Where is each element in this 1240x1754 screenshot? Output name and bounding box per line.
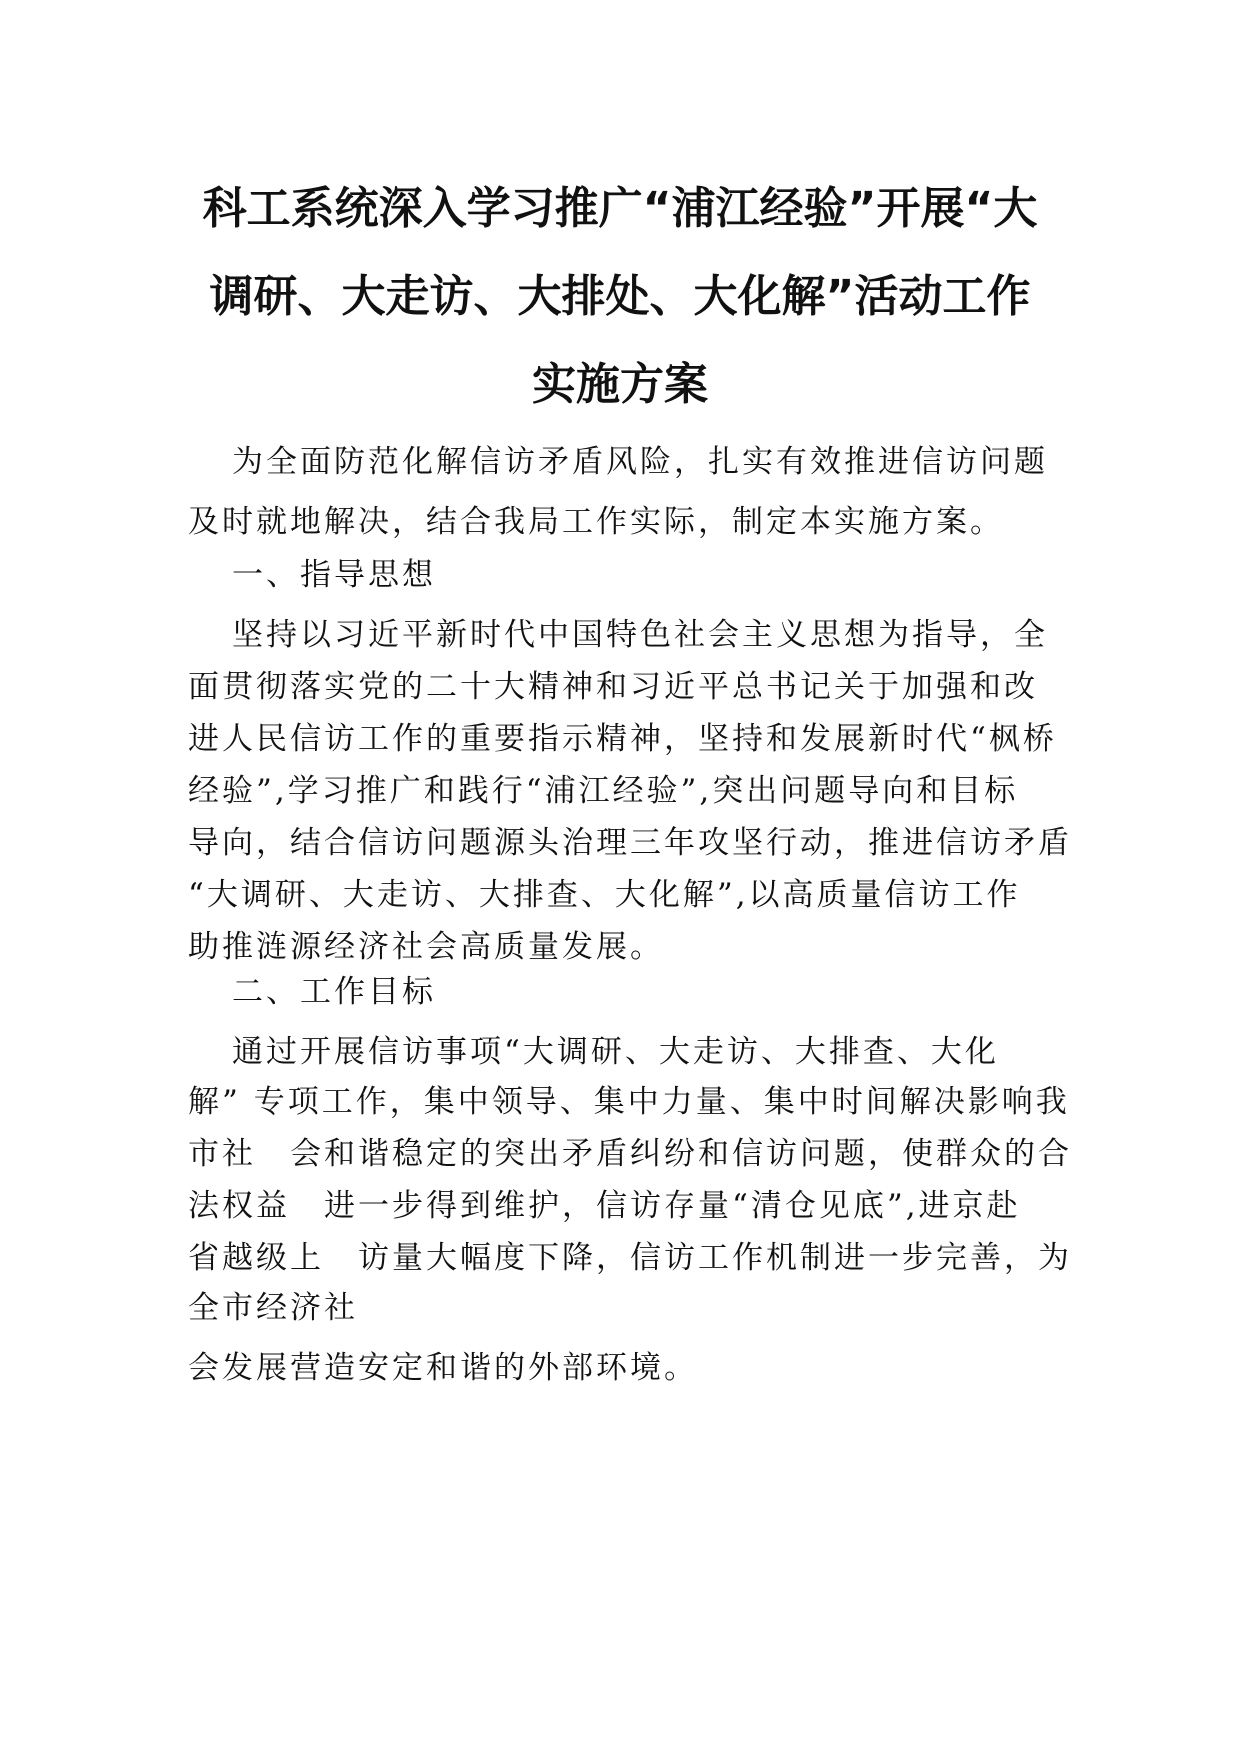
goals-paragraph-line-5: 省越级上 访量大幅度下降，信访工作机制进一步完善，为 <box>188 1240 1072 1276</box>
guiding-paragraph-line-5: 导向，结合信访问题源头治理三年攻坚行动，推进信访矛盾 <box>188 825 1072 861</box>
guiding-paragraph-line-1: 坚持以习近平新时代中国特色社会主义思想为指导，全 <box>232 617 1048 653</box>
intro-paragraph-line-2: 及时就地解决，结合我局工作实际，制定本实施方案。 <box>188 504 1004 540</box>
section-heading-work-goals: 二、工作目标 <box>232 974 436 1010</box>
guiding-paragraph-line-4: 经验”,学习推广和践行“浦江经验”,突出问题导向和目标 <box>188 773 1019 809</box>
guiding-paragraph-line-2: 面贯彻落实党的二十大精神和习近平总书记关于加强和改 <box>188 669 1038 705</box>
title-line-3: 实施方案 <box>532 359 708 410</box>
section-heading-guiding-ideology: 一、指导思想 <box>232 557 436 593</box>
guiding-paragraph-line-7: 助推涟源经济社会高质量发展。 <box>188 929 664 965</box>
guiding-paragraph-line-3: 进人民信访工作的重要指示精神，坚持和发展新时代“枫桥 <box>188 721 1057 757</box>
title-line-1: 科工系统深入学习推广“浦江经验”开展“大 <box>202 183 1038 234</box>
intro-paragraph-line-1: 为全面防范化解信访矛盾风险，扎实有效推进信访问题 <box>232 444 1048 480</box>
goals-paragraph-line-4: 法权益 进一步得到维护，信访存量“清仓见底”,进京赴 <box>188 1188 1021 1224</box>
guiding-paragraph-line-6: “大调研、大走访、大排查、大化解”,以高质量信访工作 <box>188 877 1021 913</box>
goals-paragraph-line-3: 市社 会和谐稳定的突出矛盾纠纷和信访问题，使群众的合 <box>188 1136 1072 1172</box>
document-title <box>180 165 1060 429</box>
goals-paragraph-line-6: 全市经济社 <box>188 1290 358 1326</box>
goals-paragraph-line-1: 通过开展信访事项“大调研、大走访、大排查、大化 <box>232 1034 999 1070</box>
goals-paragraph-line-2: 解” 专项工作，集中领导、集中力量、集中时间解决影响我 <box>188 1084 1070 1120</box>
goals-paragraph-line-7: 会发展营造安定和谐的外部环境。 <box>188 1350 698 1386</box>
title-line-2: 调研、大走访、大排处、大化解”活动工作 <box>209 271 1031 322</box>
